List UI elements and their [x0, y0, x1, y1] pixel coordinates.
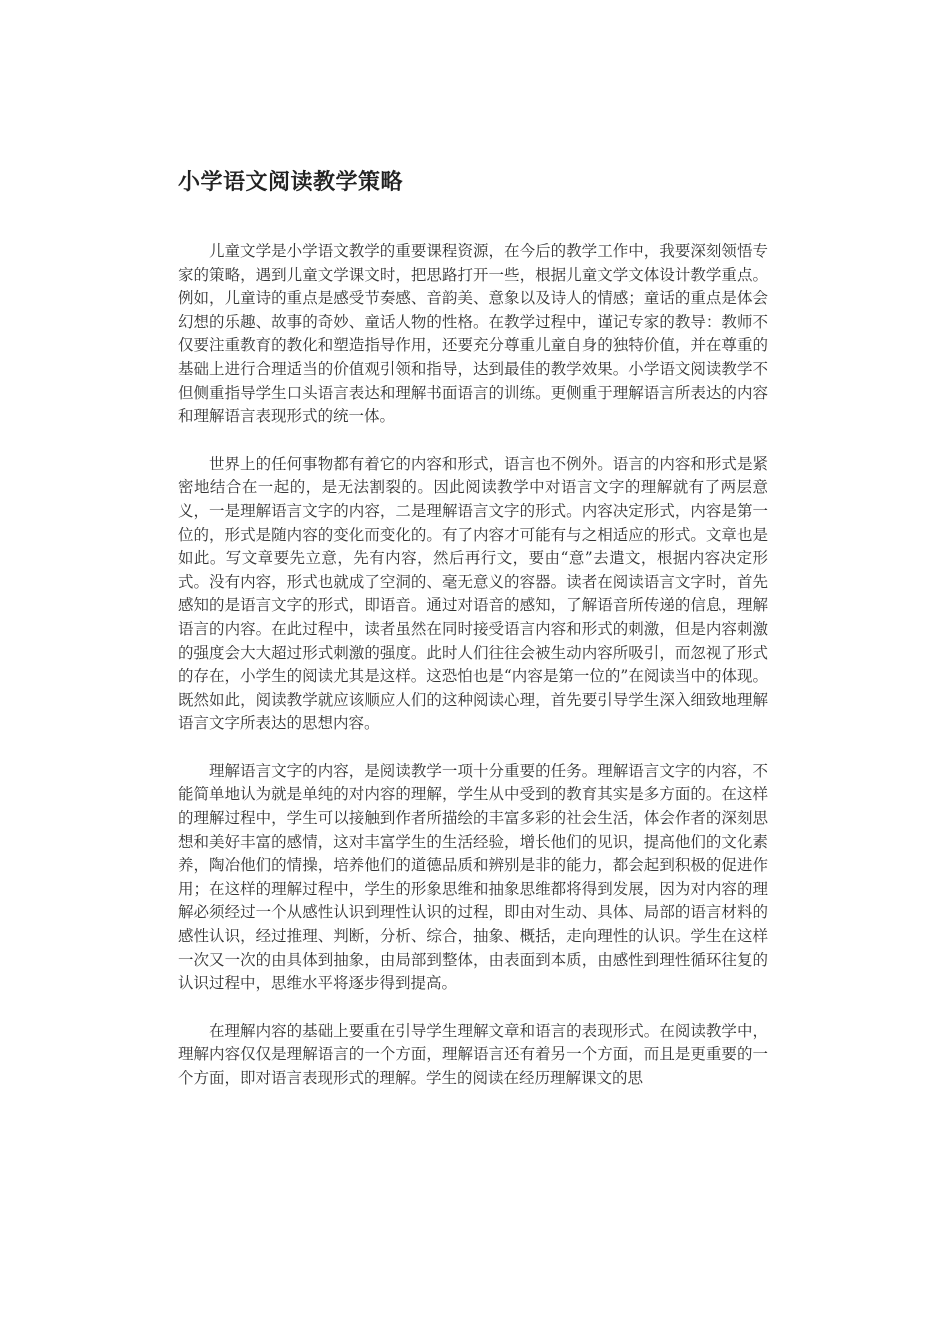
- paragraph-2: 世界上的任何事物都有着它的内容和形式，语言也不例外。语言的内容和形式是紧密地结合在一起的，是无法割裂的。因此阅读教学中对语言文字的理解就有了两层意义，一是理解语言文字的内容，二是理解语言文字的形式。内容决定形式，内容是第一位的，形式是随内容的变化而变化的。有了内容才可能有与之相适应的形式。文章也是如此。写文章要先立意，先有内容，然后再行文，要由“意”去遣文，根据内容决定形式。没有内容，形式也就成了空洞的、毫无意义的容器。读者在阅读语言文字时，首先感知的是语言文字的形式，即语音。通过对语音的感知，了解语音所传递的信息，理解语言的内容。在此过程中，读者虽然在同时接受语言内容和形式的刺激，但是内容刺激的强度会大大超过形式刺激的强度。此时人们往往会被生动内容所吸引，而忽视了形式的存在，小学生的阅读尤其是这样。这恐怕也是“内容是第一位的”在阅读当中的体现。既然如此，阅读教学就应该顺应人们的这种阅读心理，首先要引导学生深入细致地理解语言文字所表达的思想内容。: [178, 454, 768, 733]
- document-body: [178, 240, 768, 1115]
- paragraph-3: 理解语言文字的内容，是阅读教学一项十分重要的任务。理解语言文字的内容，不能简单地认为就是单纯的对内容的理解，学生从中受到的教育其实是多方面的。在这样的理解过程中，学生可以接触到作者所描绘的丰富多彩的社会生活，体会作者的深刻思想和美好丰富的感情，这对丰富学生的生活经验，增长他们的见识，提高他们的文化素养，陶冶他们的情操，培养他们的道德品质和辨别是非的能力，都会起到积极的促进作用；在这样的理解过程中，学生的形象思维和抽象思维都将得到发展，因为对内容的理解必须经过一个从感性认识到理性认识的过程，即由对生动、具体、局部的语言材料的感性认识，经过推理、判断，分析、综合，抽象、概括，走向理性的认识。学生在这样一次又一次的由具体到抽象，由局部到整体，由表面到本质，由感性到理性循环往复的认识过程中，思维水平将逐步得到提高。: [178, 761, 768, 993]
- paragraph-4: 在理解内容的基础上要重在引导学生理解文章和语言的表现形式。在阅读教学中，理解内容仅仅是理解语言的一个方面，理解语言还有着另一个方面，而且是更重要的一个方面，即对语言表现形式的理解。学生的阅读在经历理解课文的思: [178, 1021, 768, 1087]
- paragraph-1: 儿童文学是小学语文教学的重要课程资源，在今后的教学工作中，我要深刻领悟专家的策略，遇到儿童文学课文时，把思路打开一些，根据儿童文学文体设计教学重点。例如，儿童诗的重点是感受节奏感、音韵美、意象以及诗人的情感；童话的重点是体会幻想的乐趣、故事的奇妙、童话人物的性格。在教学过程中，谨记专家的教导：教师不仅要注重教育的教化和塑造指导作用，还要充分尊重儿童自身的独特价值，并在尊重的基础上进行合理适当的价值观引领和指导，达到最佳的教学效果。小学语文阅读教学不但侧重指导学生口头语言表达和理解书面语言的训练。更侧重于理解语言所表达的内容和理解语言表现形式的统一体。: [178, 242, 768, 426]
- document-title: 小学语文阅读教学策略: [178, 170, 404, 195]
